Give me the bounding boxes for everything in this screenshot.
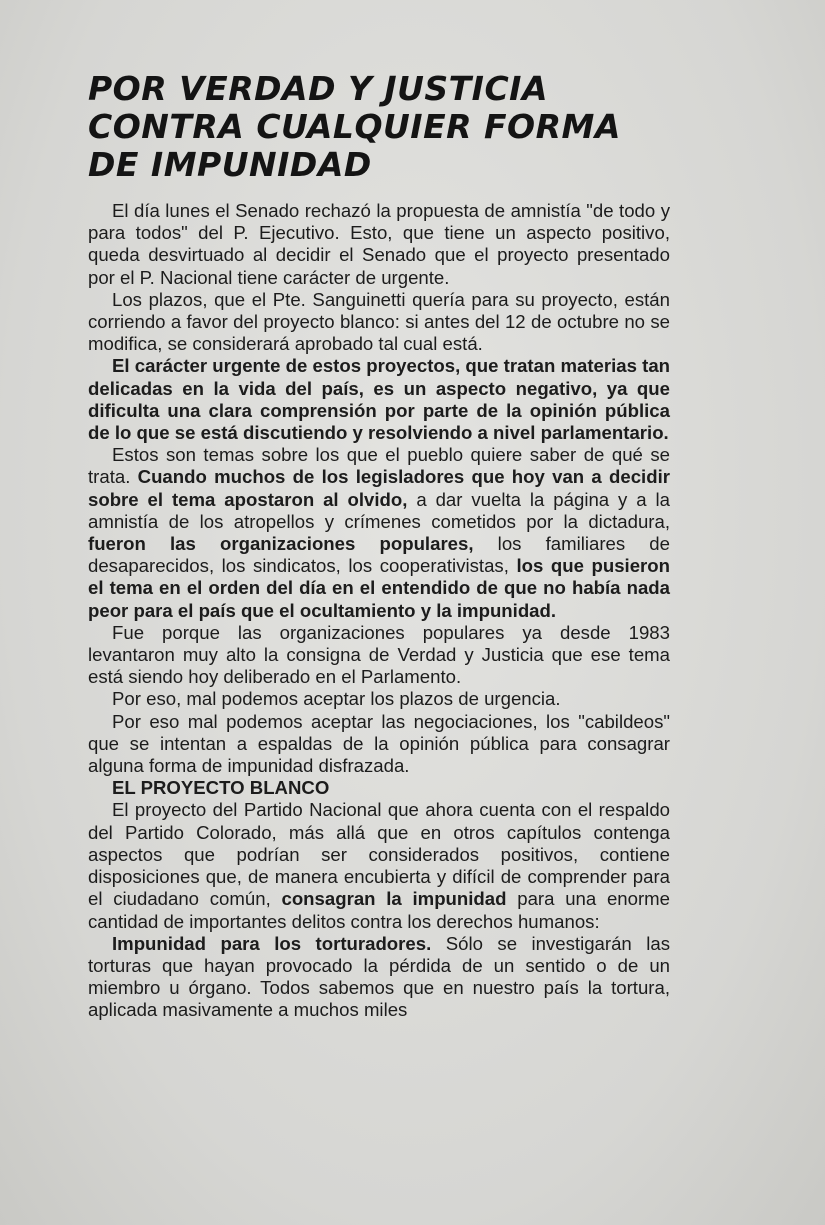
paragraph-7: Por eso mal podemos aceptar las negociaciones, los "cabildeos" que se intentan a espaldas de la opinión pública para consagrar alguna forma de impunidad disfrazada. xyxy=(88,710,670,777)
paragraph-4-part-c: a dar vuelta la página y a la amnistía de los atropellos y crímenes cometidos por la dictadura, xyxy=(88,488,670,532)
paragraph-5: Fue porque las organizaciones populares ya desde 1983 levantaron muy alto la consigna de Verdad y Justicia que ese tema está siendo hoy deliberado en el Parlamento. xyxy=(88,621,670,688)
paragraph-8-bold-b: consagran la impunidad xyxy=(281,888,507,910)
headline xyxy=(88,70,708,184)
paragraph-3-bold: El carácter urgente de estos proyectos, que tratan materias tan delicadas en la vida del país, es un aspecto negativo, ya que dificulta una clara comprensión por parte de la opinión pública de lo que se está discutiendo y resolviendo a nivel parlamentario. xyxy=(88,355,671,444)
paragraph-4-bold-f: los que pusieron el tema en el orden del día en el entendido de que no había nada peor para el país que el ocultamiento y la impunidad. xyxy=(88,555,670,621)
paragraph-1: El día lunes el Senado rechazó la propuesta de amnistía "de todo y para todos" del P. Ejecutivo. Esto, que tiene un aspecto positivo, queda desvirtuado al decidir el Senado que el proyecto presentado por el P. Nacional tiene carácter de urgente. xyxy=(88,200,670,288)
paragraph-4-bold-d: fueron las organizaciones populares, xyxy=(88,533,474,555)
headline-line-1: POR VERDAD Y JUSTICIA xyxy=(88,69,548,108)
headline-line-3: DE IMPUNIDAD xyxy=(88,145,372,184)
paragraph-4-part-a: Estos son temas sobre los que el pueblo quiere saber de qué se trata. xyxy=(88,444,670,488)
paragraph-9-part-b: Sólo se investigarán las torturas que hayan provocado la pérdida de un sentido o de un miembro u órgano. Todos sabemos que en nuestro país la tortura, aplicada masivamente a muchos miles xyxy=(88,932,670,1021)
paragraph-9 xyxy=(88,933,670,1022)
paragraph-6: Por eso, mal podemos aceptar los plazos de urgencia. xyxy=(112,688,561,710)
paragraph-2: Los plazos, que el Pte. Sanguinetti quería para su proyecto, están corriendo a favor del proyecto blanco: si antes del 12 de octubre no se modifica, se considerará aprobado tal cual está. xyxy=(88,288,670,355)
paragraph-4 xyxy=(88,444,670,622)
paragraph-8-part-c: para una enorme cantidad de importantes delitos contra los derechos humanos: xyxy=(88,888,670,932)
article-body xyxy=(88,200,670,1022)
paragraph-9-bold-a: Impunidad para los torturadores. xyxy=(112,932,432,954)
paragraph-8-part-a: El proyecto del Partido Nacional que ahora cuenta con el respaldo del Partido Colorado, más allá que en otros capítulos contenga aspectos que podrían ser considerados positivos, contiene disposiciones que, de manera encubierta y difícil de comprender para el ciudadano común, xyxy=(88,799,670,910)
paragraph-4-bold-b: Cuando muchos de los legisladores que hoy van a decidir sobre el tema apostaron al olvido, xyxy=(88,466,670,510)
paragraph-8 xyxy=(88,799,670,932)
paragraph-3 xyxy=(88,355,670,444)
headline-line-2: CONTRA CUALQUIER FORMA xyxy=(88,107,621,146)
paragraph-4-part-e: los familiares de desaparecidos, los sindicatos, los cooperativistas, xyxy=(88,533,670,577)
section-title: EL PROYECTO BLANCO xyxy=(112,777,330,799)
